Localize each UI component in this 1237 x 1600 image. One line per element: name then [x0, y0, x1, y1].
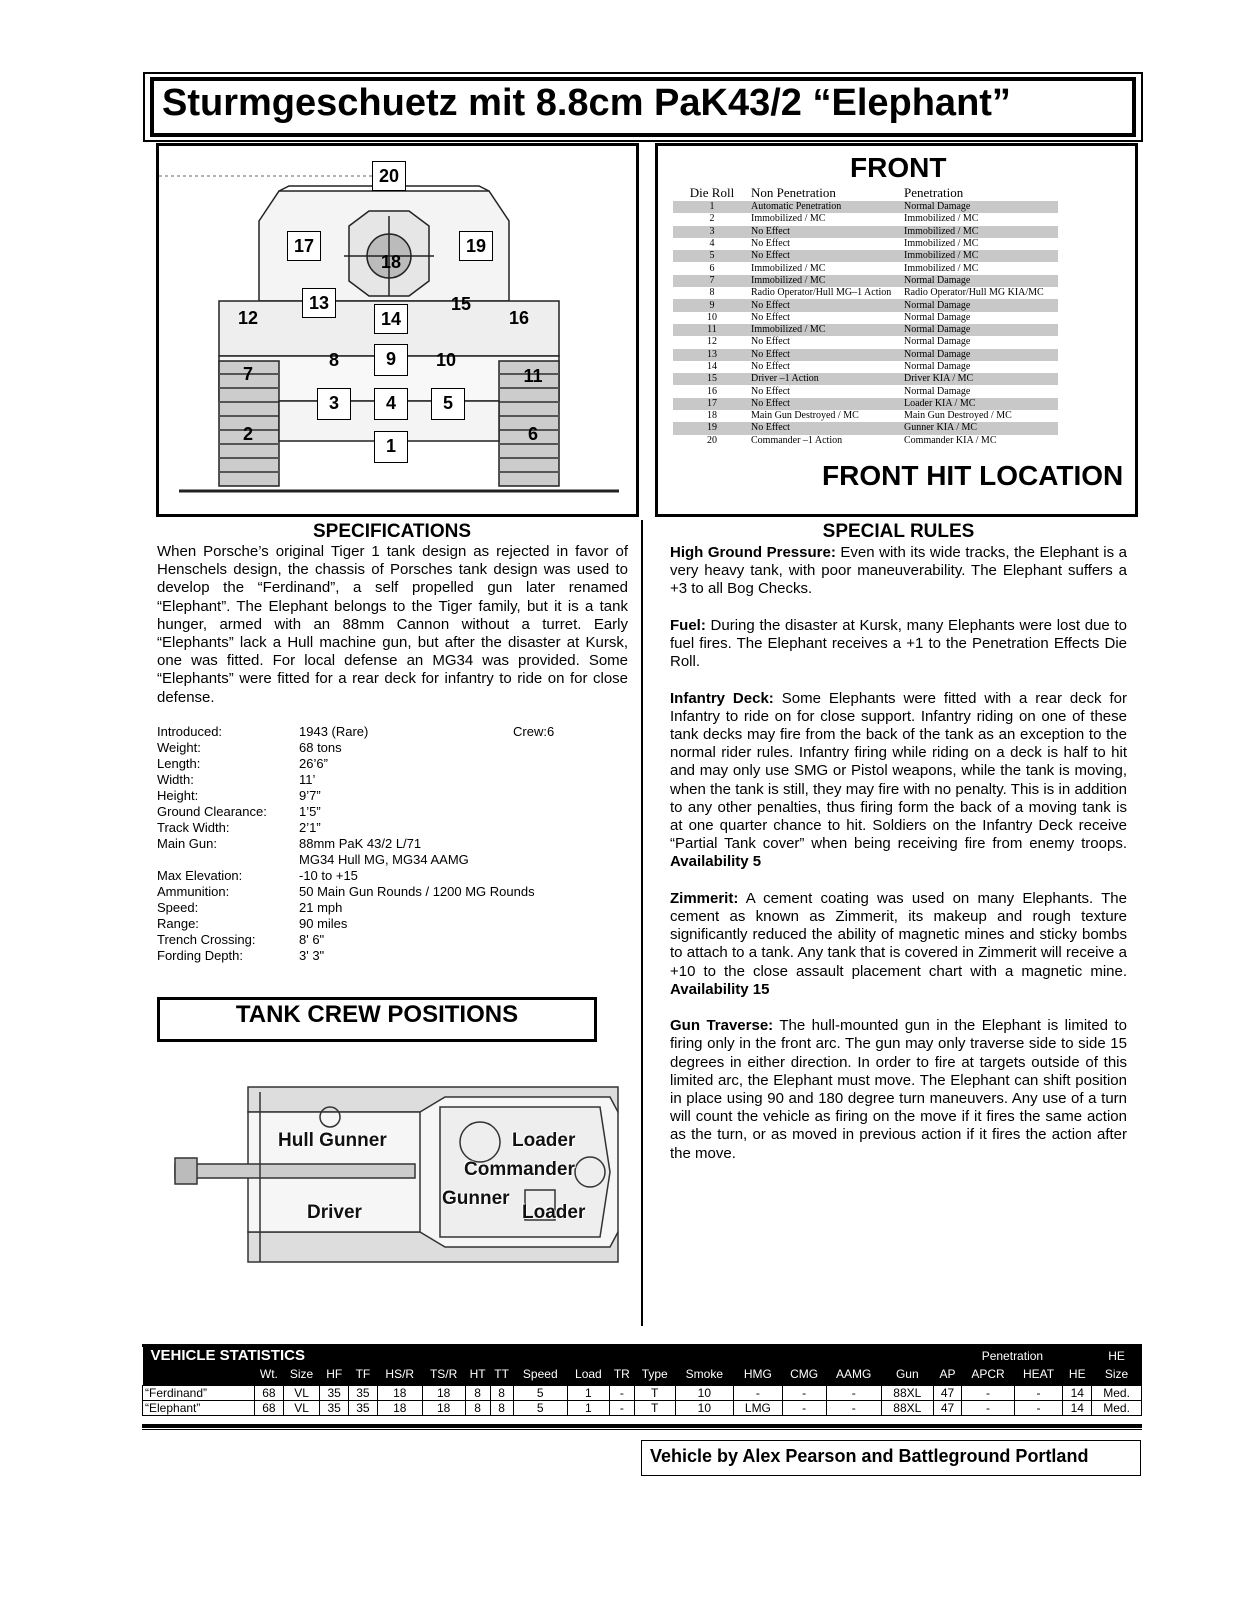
spec-value: 1943 (Rare) [299, 724, 369, 739]
spec-label: Length: [157, 756, 201, 771]
specifications-text: When Porsche’s original Tiger 1 tank design as rejected in favor of Henschels design, the chassis of Porsches tank design was used to develop the “Ferdinand”, a self propelled gun later renamed “Elephant”. The Elephant belongs to the Tiger family, but it is a tank hunger, armed with an 88mm Cannon without a turret. Early “Elephants” lack a Hull machine gun, but after the disaster at Kursk, one was fitted. For local defense an MG34 was provided. Some “Elephants” were fitted for a rear deck for infantry to ride on for close defense. [157, 543, 628, 706]
stat-cell: 1 [567, 1400, 609, 1415]
stat-cell: - [782, 1400, 826, 1415]
non-penetration-cell: Commander –1 Action [751, 434, 843, 446]
stat-cell: 8 [465, 1385, 490, 1400]
stat-cell: 8 [490, 1400, 513, 1415]
rule-title: Gun Traverse: [670, 1017, 774, 1035]
col-non-penetration: Non Penetration [751, 185, 836, 200]
hit-zone-17: 17 [287, 231, 321, 261]
stats-col-header: Gun [881, 1364, 933, 1385]
non-penetration-cell: Immobilized / MC [751, 275, 904, 287]
stats-col-header: HF [320, 1364, 349, 1385]
penetration-cell: Normal Damage [904, 299, 1058, 311]
hit-table-row [673, 299, 1058, 311]
hit-zone-18: 18 [380, 252, 402, 272]
non-penetration-cell: Main Gun Destroyed / MC [751, 410, 859, 422]
stat-cell: 35 [320, 1400, 349, 1415]
die-roll-cell: 16 [707, 385, 717, 397]
crew-position-diagram [170, 1082, 625, 1268]
rule-text: The hull-mounted gun in the Elephant is limited to firing only in the front arc. The gun may only traverse side to side 15 degrees in either direction. In order to fire at targets outside of this limited arc, the Elephant must move. The Elephant can shift position in place using 90 and 180 degree turn maneuvers. Any use of a turn will count the vehicle as firing on the move if it fires the same action as the turn, or as moved in previous action if it fires the action after the move. [670, 1017, 1127, 1162]
hit-zone-4: 4 [374, 388, 408, 420]
spec-label: Ammunition: [157, 884, 230, 899]
stats-col-header: HEAT [1014, 1364, 1063, 1385]
penetration-cell: Immobilized / MC [904, 238, 979, 250]
stats-col-header: AP [933, 1364, 962, 1385]
spec-label: Trench Crossing: [157, 932, 256, 947]
non-penetration-cell: Automatic Penetration [751, 201, 904, 213]
col-penetration: Penetration [904, 185, 964, 200]
rule-title: High Ground Pressure: [670, 544, 836, 561]
vehicle-name-cell: “Elephant” [143, 1400, 255, 1415]
hit-zone-8: 8 [328, 350, 339, 370]
penetration-cell: Normal Damage [904, 324, 1058, 336]
hit-table-row [673, 422, 1058, 434]
hit-table-row [673, 287, 1058, 299]
stats-col-header: Type [634, 1364, 675, 1385]
hit-table-row [673, 435, 1058, 447]
rule-availability: Availability 15 [670, 980, 770, 998]
hit-table-row [673, 275, 1058, 287]
spec-label: Introduced: [157, 724, 223, 739]
die-roll-cell: 11 [673, 324, 751, 336]
spec-row [157, 884, 637, 900]
stats-col-header: Smoke [675, 1364, 734, 1385]
special-rules-heading: SPECIAL RULES [822, 521, 975, 542]
specifications-heading: SPECIFICATIONS [313, 521, 471, 542]
stat-cell: - [782, 1385, 826, 1400]
spec-list [157, 724, 637, 964]
stats-col-header: HS/R [377, 1364, 422, 1385]
stat-cell: 88XL [881, 1385, 933, 1400]
crew-label-commander: Commander [464, 1159, 575, 1180]
non-penetration-cell: No Effect [751, 385, 790, 397]
penetration-cell: Radio Operator/Hull MG KIA/MC [904, 287, 1044, 299]
stat-cell: 18 [377, 1385, 422, 1400]
die-roll-cell: 20 [707, 434, 717, 446]
non-penetration-cell: No Effect [751, 311, 790, 323]
hit-zone-2: 2 [242, 424, 253, 444]
hit-table-row [673, 336, 1058, 348]
spec-row [157, 756, 637, 772]
penetration-cell: Immobilized / MC [904, 213, 979, 225]
hit-zone-10: 10 [435, 350, 457, 370]
spec-label: Range: [157, 916, 199, 931]
die-roll-cell: 18 [707, 410, 717, 422]
hit-zone-13: 13 [302, 288, 336, 318]
die-roll-cell: 15 [673, 373, 751, 385]
stats-bottom-rule-thin [142, 1429, 1142, 1430]
hit-zone-6: 6 [527, 424, 538, 444]
spec-value: 2’1” [299, 820, 321, 835]
stat-cell: Med. [1092, 1385, 1142, 1400]
die-roll-cell: 10 [707, 311, 717, 323]
stats-col-header: Speed [513, 1364, 567, 1385]
penetration-cell: Normal Damage [904, 311, 971, 323]
spec-value: 88mm PaK 43/2 L/71 [299, 836, 422, 851]
hit-table-row [673, 385, 1058, 397]
penetration-cell: Immobilized / MC [904, 262, 979, 274]
die-roll-cell: 14 [707, 361, 717, 372]
die-roll-cell: 4 [709, 238, 715, 250]
hit-zone-20: 20 [372, 161, 406, 191]
rule-title: Infantry Deck: [670, 689, 774, 707]
vehicle-name-cell: “Ferdinand” [143, 1385, 255, 1400]
spec-label: Height: [157, 788, 199, 803]
hit-table-row [673, 398, 1058, 410]
non-penetration-cell: No Effect [751, 238, 790, 250]
stat-cell: 68 [255, 1385, 284, 1400]
stat-cell: 5 [513, 1385, 567, 1400]
spec-value: 9’7” [299, 788, 321, 803]
spec-row [157, 724, 637, 740]
spec-row [157, 804, 637, 820]
stat-cell: 14 [1063, 1400, 1092, 1415]
penetration-cell: Gunner KIA / MC [904, 422, 1058, 434]
penetration-cell: Normal Damage [904, 349, 1058, 361]
stat-cell: - [1014, 1400, 1063, 1415]
spec-label: Speed: [157, 900, 199, 915]
stat-cell: - [734, 1385, 783, 1400]
spec-row [157, 852, 637, 868]
non-penetration-cell: No Effect [751, 250, 904, 262]
stat-cell: - [962, 1400, 1014, 1415]
rule-fuel [670, 617, 1127, 672]
spec-row [157, 788, 637, 804]
front-hit-table [673, 185, 1058, 447]
die-roll-cell: 6 [709, 262, 715, 274]
spec-value: 90 miles [299, 916, 348, 931]
special-rules-list [670, 544, 1127, 1181]
non-penetration-cell: No Effect [751, 398, 904, 410]
hit-zone-19: 19 [459, 231, 493, 261]
stat-cell: - [826, 1385, 881, 1400]
hit-zone-1: 1 [374, 431, 408, 463]
penetration-cell: Loader KIA / MC [904, 398, 1058, 410]
non-penetration-cell: No Effect [751, 299, 904, 311]
penetration-cell: Commander KIA / MC [904, 434, 997, 446]
penetration-cell: Normal Damage [904, 336, 971, 348]
rule-title: Fuel: [670, 616, 706, 634]
non-penetration-cell: Immobilized / MC [751, 262, 826, 274]
stats-col-header: Wt. [255, 1364, 284, 1385]
stats-col-header: TT [490, 1364, 513, 1385]
hit-table-row [673, 238, 1058, 250]
stats-col-header: CMG [782, 1364, 826, 1385]
stat-cell: - [1014, 1385, 1063, 1400]
stat-cell: LMG [734, 1400, 783, 1415]
stat-cell: 35 [320, 1385, 349, 1400]
penetration-cell: Driver KIA / MC [904, 373, 1058, 385]
stats-col-header: Size [1092, 1364, 1142, 1385]
die-roll-cell: 2 [709, 213, 715, 225]
penetration-cell: Immobilized / MC [904, 226, 1058, 238]
stat-cell: Med. [1092, 1400, 1142, 1415]
rule-text: Even with its wide tracks, the Elephant is a very heavy tank, with poor maneuverability. The Elephant suffers a +3 to all Bog Checks. [670, 544, 1127, 598]
die-roll-cell: 3 [673, 226, 751, 238]
crew-label-loader-front: Loader [512, 1130, 576, 1151]
die-roll-cell: 1 [673, 201, 751, 213]
die-roll-cell: 12 [707, 336, 717, 348]
stat-cell: 14 [1063, 1385, 1092, 1400]
rule-infantry-deck [670, 690, 1127, 872]
stats-col-header: TR [609, 1364, 634, 1385]
spec-row [157, 772, 637, 788]
spec-value: -10 to +15 [299, 868, 358, 883]
spec-value: 26’6” [299, 756, 328, 771]
spec-value: 50 Main Gun Rounds / 1200 MG Rounds [299, 884, 535, 899]
stats-col-header: HT [465, 1364, 490, 1385]
stat-cell: VL [283, 1385, 320, 1400]
rule-high-ground-pressure [670, 544, 1127, 599]
hit-zone-5: 5 [431, 388, 465, 420]
spec-value: 1’5” [299, 804, 321, 819]
col-die-roll: Die Roll [689, 185, 735, 200]
stats-col-header: TF [349, 1364, 378, 1385]
die-roll-cell: 5 [673, 250, 751, 262]
non-penetration-cell: Immobilized / MC [751, 213, 826, 225]
die-roll-cell: 19 [673, 422, 751, 434]
rule-text: During the disaster at Kursk, many Elephants were lost due to fuel fires. The Elephant receives a +1 to the Penetration Effects Die Roll. [670, 616, 1127, 671]
hit-zone-14: 14 [374, 304, 408, 334]
stat-cell: 35 [349, 1400, 378, 1415]
hit-zone-9: 9 [374, 344, 408, 376]
hit-table-row [673, 349, 1058, 361]
die-roll-cell: 9 [673, 299, 751, 311]
penetration-cell: Main Gun Destroyed / MC [904, 410, 1012, 422]
spec-row [157, 948, 637, 964]
hit-table-row [673, 312, 1058, 324]
penetration-cell: Normal Damage [904, 361, 971, 372]
die-roll-cell: 17 [673, 398, 751, 410]
stat-cell: - [826, 1400, 881, 1415]
penetration-cell: Immobilized / MC [904, 250, 1058, 262]
hit-table-row [673, 324, 1058, 336]
stat-cell: 18 [377, 1400, 422, 1415]
hit-table-row [673, 226, 1058, 238]
stats-col-name [143, 1364, 255, 1385]
non-penetration-cell: No Effect [751, 349, 904, 361]
spec-label: Fording Depth: [157, 948, 243, 963]
stat-cell: T [634, 1400, 675, 1415]
hit-table-row [673, 373, 1058, 385]
spec-row [157, 740, 637, 756]
hit-table-row [673, 410, 1058, 422]
hit-location-heading: FRONT HIT LOCATION [822, 460, 1124, 491]
rule-zimmerit [670, 890, 1127, 999]
hit-table-row [673, 262, 1058, 274]
hit-table-row [673, 201, 1058, 213]
stat-cell: 47 [933, 1385, 962, 1400]
stats-col-header: HE [1063, 1364, 1092, 1385]
spec-label: Width: [157, 772, 194, 787]
non-penetration-cell: Driver –1 Action [751, 373, 904, 385]
hit-zone-16: 16 [508, 308, 530, 328]
stats-col-header: TS/R [422, 1364, 465, 1385]
stats-row [143, 1385, 1142, 1400]
spec-value: 21 mph [299, 900, 343, 915]
stats-bottom-rule [142, 1424, 1142, 1428]
stat-cell: 18 [422, 1400, 465, 1415]
hit-zone-12: 12 [237, 308, 259, 328]
crew-label-loader-rear: Loader [522, 1202, 586, 1223]
spec-row [157, 916, 637, 932]
spec-label: Max Elevation: [157, 868, 243, 883]
spec-label: Main Gun: [157, 836, 217, 851]
hit-table-row [673, 250, 1058, 262]
die-roll-cell: 8 [709, 287, 715, 299]
penetration-cell: Normal Damage [904, 201, 1058, 213]
stats-col-header: Size [283, 1364, 320, 1385]
page-title: Sturmgeschuetz mit 8.8cm PaK43/2 “Elephant” [162, 82, 1011, 124]
spec-row [157, 836, 637, 852]
penetration-cell: Normal Damage [904, 275, 1058, 287]
vehicle-statistics-table [142, 1347, 1142, 1416]
stat-cell: 5 [513, 1400, 567, 1415]
stat-cell: - [609, 1385, 634, 1400]
die-roll-cell: 7 [673, 275, 751, 287]
stat-cell: VL [283, 1400, 320, 1415]
stats-col-header: HMG [734, 1364, 783, 1385]
stats-col-header: AAMG [826, 1364, 881, 1385]
stat-cell: 88XL [881, 1400, 933, 1415]
crew-label-gunner: Gunner [442, 1188, 510, 1209]
spec-label: Ground Clearance: [157, 804, 267, 819]
stat-cell: 35 [349, 1385, 378, 1400]
credit-text: Vehicle by Alex Pearson and Battleground Portland [650, 1446, 1089, 1466]
spec-crew: Crew:6 [513, 724, 555, 739]
spec-value: 8' 6" [299, 932, 325, 947]
stat-cell: 8 [490, 1385, 513, 1400]
non-penetration-cell: No Effect [751, 422, 904, 434]
front-heading: FRONT [850, 152, 947, 183]
hit-zone-11: 11 [523, 366, 543, 386]
spec-row [157, 820, 637, 836]
spec-row [157, 932, 637, 948]
stat-cell: 10 [675, 1385, 734, 1400]
stats-col-header: APCR [962, 1364, 1014, 1385]
spec-value: MG34 Hull MG, MG34 AAMG [299, 852, 469, 867]
stat-cell: 18 [422, 1385, 465, 1400]
spec-label: Weight: [157, 740, 201, 755]
rule-text: A cement coating was used on many Elephants. The cement as known as Zimmerit, its makeup and rough texture significantly reduced the ability of magnetic mines and sticky bombs to attach to a tank. Any tank that is covered in Zimmerit will receive a +10 to the close assault placement chart with a magnetic mine. [670, 889, 1127, 980]
vehicle-statistics-heading: VEHICLE STATISTICS [143, 1347, 934, 1364]
he-group-label: HE [1092, 1347, 1142, 1364]
non-penetration-cell: Immobilized / MC [751, 324, 904, 336]
rule-gun-traverse [670, 1017, 1127, 1163]
stats-row [143, 1400, 1142, 1415]
die-roll-cell: 13 [673, 349, 751, 361]
hit-table-row [673, 361, 1058, 373]
hit-zone-3: 3 [317, 388, 351, 420]
stat-cell: - [962, 1385, 1014, 1400]
penetration-cell: Normal Damage [904, 385, 971, 397]
non-penetration-cell: Radio Operator/Hull MG–1 Action [751, 287, 892, 299]
hit-zone-7: 7 [242, 364, 253, 384]
stat-cell: T [634, 1385, 675, 1400]
non-penetration-cell: No Effect [751, 226, 904, 238]
hit-table-row [673, 213, 1058, 225]
front-view-image-box [156, 143, 639, 517]
stats-col-header: Load [567, 1364, 609, 1385]
non-penetration-cell: No Effect [751, 361, 790, 372]
crew-label-hull-gunner: Hull Gunner [278, 1130, 387, 1151]
stat-cell: 8 [465, 1400, 490, 1415]
column-divider [641, 520, 643, 1326]
stat-cell: 10 [675, 1400, 734, 1415]
spec-row [157, 900, 637, 916]
stat-cell: 47 [933, 1400, 962, 1415]
spec-value: 68 tons [299, 740, 342, 755]
non-penetration-cell: No Effect [751, 336, 790, 348]
rule-text: Some Elephants were fitted with a rear deck for Infantry to ride on for close support. Infantry riding on one of these tank decks may fire from the back of the tank as an exception to the normal rider rules. Infantry firing while riding on a deck is half to hit and may only use SMG or Pistol weapons, while the tank is moving, when the tank is still, they may fire with no penalty. This is in addition to any other penalties, thus firing form the back of a moving tank is at one quarter chance to hit. Soldiers on the Infantry Deck receive “Partial Tank cover” when being receiving fire from enemy troops. [670, 689, 1127, 853]
crew-heading: TANK CREW POSITIONS [235, 1001, 519, 1028]
crew-label-driver: Driver [307, 1202, 362, 1223]
spec-row [157, 868, 637, 884]
stat-cell: 68 [255, 1400, 284, 1415]
spec-value: 11’ [299, 772, 316, 787]
hit-zone-15: 15 [450, 294, 472, 314]
rule-title: Zimmerit: [670, 889, 739, 907]
penetration-group-label: Penetration [933, 1347, 1091, 1364]
stat-cell: - [609, 1400, 634, 1415]
stat-cell: 1 [567, 1385, 609, 1400]
spec-label: Track Width: [157, 820, 230, 835]
spec-value: 3' 3" [299, 948, 325, 963]
rule-availability: Availability 5 [670, 853, 762, 871]
